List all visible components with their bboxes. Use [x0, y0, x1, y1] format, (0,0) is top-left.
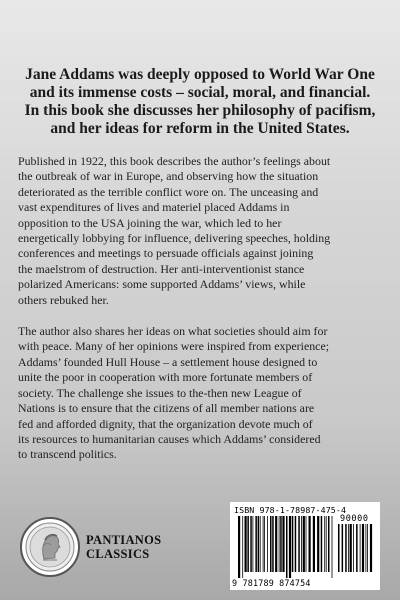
barcode-bar: [275, 516, 277, 572]
barcode-bar: [247, 516, 249, 572]
lead-line: and its immense costs – social, moral, and financial.: [29, 84, 371, 101]
barcode-bar: [280, 516, 282, 572]
lead-line: In this book she discusses her philosophy of pacifism,: [24, 102, 376, 119]
text-line: unite the poor in cooperation with more fortunate members of: [18, 370, 313, 385]
coin-portrait-icon: [20, 517, 80, 577]
barcode-bar: [292, 516, 294, 572]
ean-bars: [238, 516, 336, 578]
ean-number: 9 781789 874754: [232, 578, 311, 588]
barcode-bar: [298, 516, 300, 572]
text-line: fed and afforded dignity, that the organization devote much of: [18, 416, 313, 431]
barcode-bar: [264, 516, 265, 572]
barcode-bar: [295, 516, 297, 572]
text-line: the outbreak of war in Europe, and observing how the situation: [18, 169, 319, 184]
barcode-bar: [245, 516, 247, 572]
barcode-bar: [342, 524, 344, 572]
publisher-logo: [20, 517, 180, 581]
text-line: society. The challenge she issues to the-then new League of: [18, 385, 302, 400]
barcode-bar: [258, 516, 260, 572]
barcode-bar: [350, 524, 352, 572]
barcode-bar: [345, 524, 347, 572]
barcode-bar: [279, 516, 280, 572]
addon-number: 90000: [340, 514, 369, 524]
barcode-bar: [270, 516, 272, 572]
barcode-bar: [306, 516, 307, 572]
barcode-bar: [286, 516, 288, 578]
barcode-bar: [289, 516, 291, 578]
publisher-name: [86, 533, 161, 561]
publisher-name-line: PANTIANOS: [86, 533, 162, 547]
barcode-bar: [328, 516, 330, 572]
text-line: polarized Americans: some supported Addams’ views, while: [18, 277, 306, 292]
lead-line: and her ideas for reform in the United States.: [50, 120, 350, 137]
isbn-label: ISBN 978-1-78987-475-4: [234, 505, 347, 515]
barcode-bar: [309, 516, 311, 572]
barcode-bar: [338, 524, 340, 572]
text-line: Addams’ founded Hull House – a settlement house designed to: [18, 354, 318, 369]
text-line: the maelstrom of destruction. Her anti-interventionist stance: [18, 261, 305, 276]
text-line: others rebuked her.: [18, 292, 109, 307]
paragraph-1: [18, 154, 384, 308]
barcode-bar: [301, 516, 302, 572]
barcode-bar: [303, 516, 305, 572]
barcode-bar: [272, 516, 274, 572]
text-line: The author also shares her ideas on what societies should aim for: [18, 324, 328, 339]
text-line: its resources to humanitarian causes which Addams’ considered: [18, 431, 321, 446]
barcode-bar: [367, 524, 368, 572]
barcode-bar: [353, 524, 354, 572]
barcode-bar: [282, 516, 284, 572]
barcode-bar: [324, 516, 325, 572]
barcode-bar: [263, 516, 264, 572]
description: [18, 154, 384, 463]
barcode-bar: [366, 524, 367, 572]
text-line: vast expenditures of lives and materiel placed Addams in: [18, 200, 290, 215]
text-line: Published in 1922, this book describes the author’s feelings about: [18, 154, 331, 168]
barcode-bar: [313, 516, 315, 572]
text-line: Nations is to ensure that the citizens of all member nations are: [18, 401, 315, 416]
barcode-bar: [238, 516, 240, 578]
isbn-barcode: [230, 502, 380, 590]
addon-bars: [338, 524, 376, 578]
text-line: energetically lobbying for influence, delivering speeches, holding: [18, 231, 331, 246]
paragraph-2: [18, 324, 384, 463]
text-line: deteriorated as the terrible conflict wore on. The unceasing and: [18, 184, 319, 199]
text-line: conferences and meetings to persuade officials against joining: [18, 246, 314, 261]
text-line: with peace. Many of her opinions were inspired from experience;: [18, 339, 330, 354]
barcode-bar: [348, 524, 349, 572]
barcode-bar: [326, 516, 327, 572]
barcode-bar: [360, 524, 361, 572]
barcode-bar: [317, 516, 319, 572]
barcode-bar: [332, 516, 333, 578]
barcode-bar: [260, 516, 261, 572]
barcode-bar: [255, 516, 257, 572]
barcode-bar: [356, 524, 358, 572]
lead-blurb: [0, 66, 400, 138]
lead-line: Jane Addams was deeply opposed to World War One: [25, 66, 375, 83]
barcode-bar: [267, 516, 268, 572]
barcode-bar: [321, 516, 323, 572]
barcode-bar: [370, 524, 372, 572]
text-line: opposition to the USA joining the war, which led to her: [18, 215, 282, 230]
text-line: to transcend politics.: [18, 447, 117, 462]
barcode-bar: [250, 516, 252, 572]
barcode-bar: [253, 516, 254, 572]
barcode-bar: [362, 524, 364, 572]
publisher-name-line: CLASSICS: [86, 547, 150, 561]
barcode-bar: [242, 516, 243, 578]
